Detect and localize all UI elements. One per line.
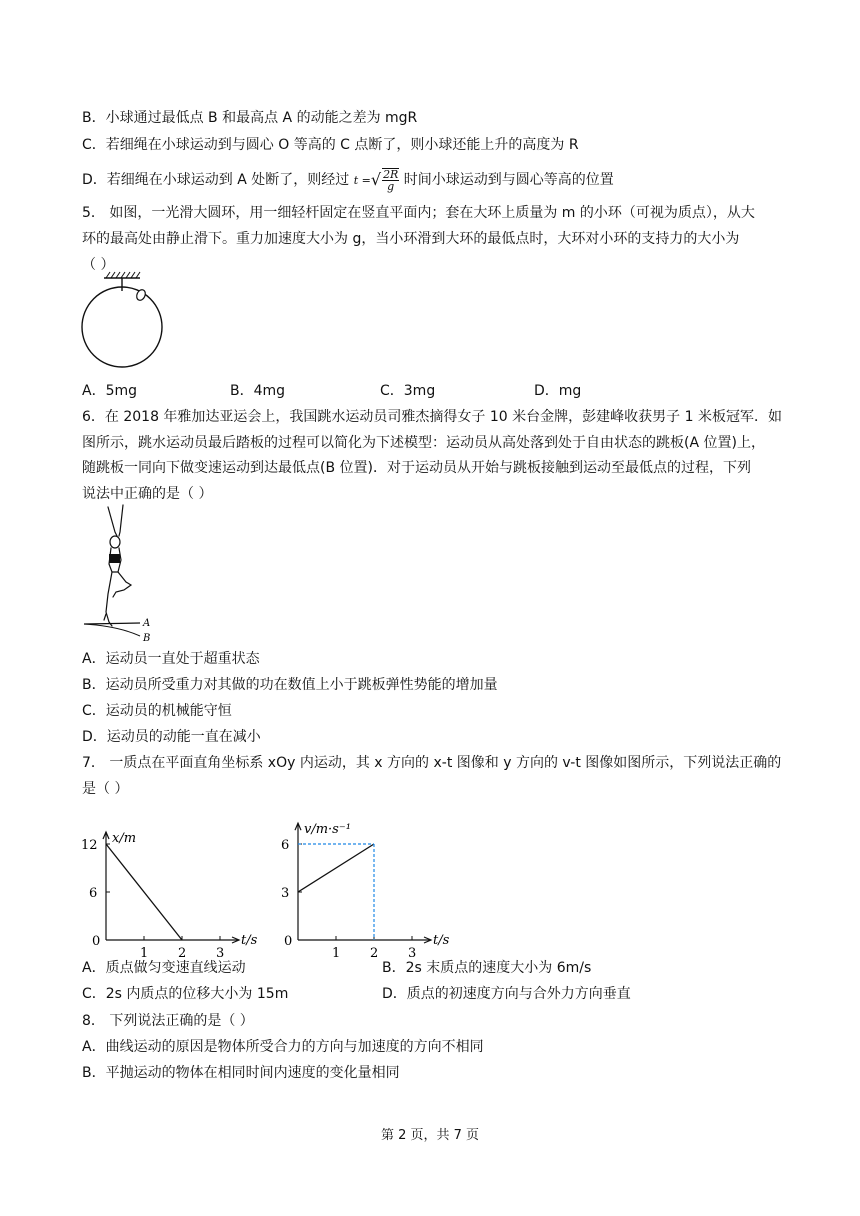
q6-option-b: B．运动员所受重力对其做的功在数值上小于跳板弹性势能的增加量 xyxy=(82,677,498,693)
ring-figure xyxy=(78,270,188,374)
y-axis-label: x/m xyxy=(112,831,137,846)
q4-option-d: D．若细绳在小球运动到 A 处断了，则经过 t =√ $\frac{2R}{g}$ 时间小球运动到与圆心等高的位置 xyxy=(82,168,614,193)
q6-stem-line4: 说法中正确的是（ ） xyxy=(82,486,213,502)
page-footer: 第 2 页，共 7 页 xyxy=(380,1128,480,1143)
q7-stem-line2: 是（ ） xyxy=(82,781,129,797)
y-axis-label: v/m·s⁻¹ xyxy=(304,822,351,838)
q7-option-d: D．质点的初速度方向与合外力方向垂直 xyxy=(382,986,631,1002)
q5-option-a: A．5mg xyxy=(82,383,138,399)
q6-option-c: C．运动员的机械能守恒 xyxy=(82,703,232,719)
q4-option-b: B．小球通过最低点 B 和最高点 A 的动能之差为 mgR xyxy=(82,110,418,126)
q6-option-a: A．运动员一直处于超重状态 xyxy=(82,651,260,667)
xt-chart xyxy=(81,800,262,961)
x-tick-label: 1 xyxy=(140,946,149,961)
x-tick-label: 3 xyxy=(216,946,225,961)
q5-stem-line3: （ ） xyxy=(82,257,115,273)
x-tick-label: 2 xyxy=(178,946,187,961)
x-tick-label: 2 xyxy=(370,946,379,961)
q7-options-row1 xyxy=(82,958,802,978)
series-line xyxy=(106,844,182,940)
q5-stem-line1: 5． 如图，一光滑大圆环，用一细轻杆固定在竖直平面内；套在大环上质量为 m 的小环（可视为质点），从大 xyxy=(82,205,755,221)
fig-label-b: B xyxy=(143,633,151,644)
q5-stem-line2: 环的最高处由静止滑下。重力加速度大小为 g，当小环滑到大环的最低点时，大环对小环的支持力的大小为 xyxy=(82,231,740,247)
y-tick-label: 3 xyxy=(281,886,290,901)
formula-fraction: $\frac{2R}{g}$ xyxy=(383,168,399,193)
q4-option-d-suffix: 时间小球运动到与圆心等高的位置 xyxy=(403,172,614,188)
q7-options-row2 xyxy=(82,984,802,1004)
x-axis-label: t/s xyxy=(241,933,258,948)
series-line xyxy=(298,844,374,892)
q5-option-c: C．3mg xyxy=(380,383,436,399)
q4-option-c: C．若细绳在小球运动到与圆心 O 等高的 C 点断了，则小球还能上升的高度为 R xyxy=(82,137,579,153)
y-tick-label: 6 xyxy=(281,838,290,853)
q7-option-a: A．质点做匀变速直线运动 xyxy=(82,960,246,976)
x-tick-label: 3 xyxy=(408,946,417,961)
diver-figure xyxy=(82,502,162,644)
fig-label-a: A xyxy=(143,618,151,629)
vt-chart xyxy=(281,798,466,961)
q7-option-c: C．2s 内质点的位移大小为 15m xyxy=(82,986,289,1002)
q8-option-a: A．曲线运动的原因是物体所受合力的方向与加速度的方向不相同 xyxy=(82,1039,484,1055)
q5-option-b: B．4mg xyxy=(230,383,286,399)
x-tick-label: 1 xyxy=(332,946,341,961)
x-axis-label: t/s xyxy=(433,933,450,948)
q6-stem-line1: 6．在 2018 年雅加达亚运会上，我国跳水运动员司雅杰摘得女子 10 米台金牌，彭建峰收获男子 1 米板冠军．如 xyxy=(82,409,782,425)
q5-options xyxy=(82,381,802,401)
origin-label: 0 xyxy=(284,934,293,949)
q8-stem: 8． 下列说法正确的是（ ） xyxy=(82,1013,254,1029)
q4-option-d-prefix: D．若细绳在小球运动到 A 处断了，则经过 xyxy=(82,172,350,188)
q5-option-d: D．mg xyxy=(534,383,582,399)
q8-option-b: B．平抛运动的物体在相同时间内速度的变化量相同 xyxy=(82,1065,400,1081)
origin-label: 0 xyxy=(92,934,101,949)
y-tick-label: 12 xyxy=(81,838,98,853)
q7-option-b: B．2s 末质点的速度大小为 6m/s xyxy=(382,960,592,976)
q6-stem-line2: 图所示，跳水运动员最后踏板的过程可以简化为下述模型：运动员从高处落到处于自由状态的跳板(A 位置)上， xyxy=(82,435,765,451)
q6-stem-line3: 随跳板一同向下做变速运动到达最低点(B 位置)．对于运动员从开始与跳板接触到运动至最低点的过程，下列 xyxy=(82,460,751,476)
formula-t: t = xyxy=(353,174,371,187)
y-tick-label: 6 xyxy=(89,886,98,901)
q6-option-d: D．运动员的动能一直在减小 xyxy=(82,729,261,745)
q7-stem-line1: 7． 一质点在平面直角坐标系 xOy 内运动，其 x 方向的 x-t 图像和 y 方向的 v-t 图像如图所示，下列说法正确的 xyxy=(82,755,782,771)
